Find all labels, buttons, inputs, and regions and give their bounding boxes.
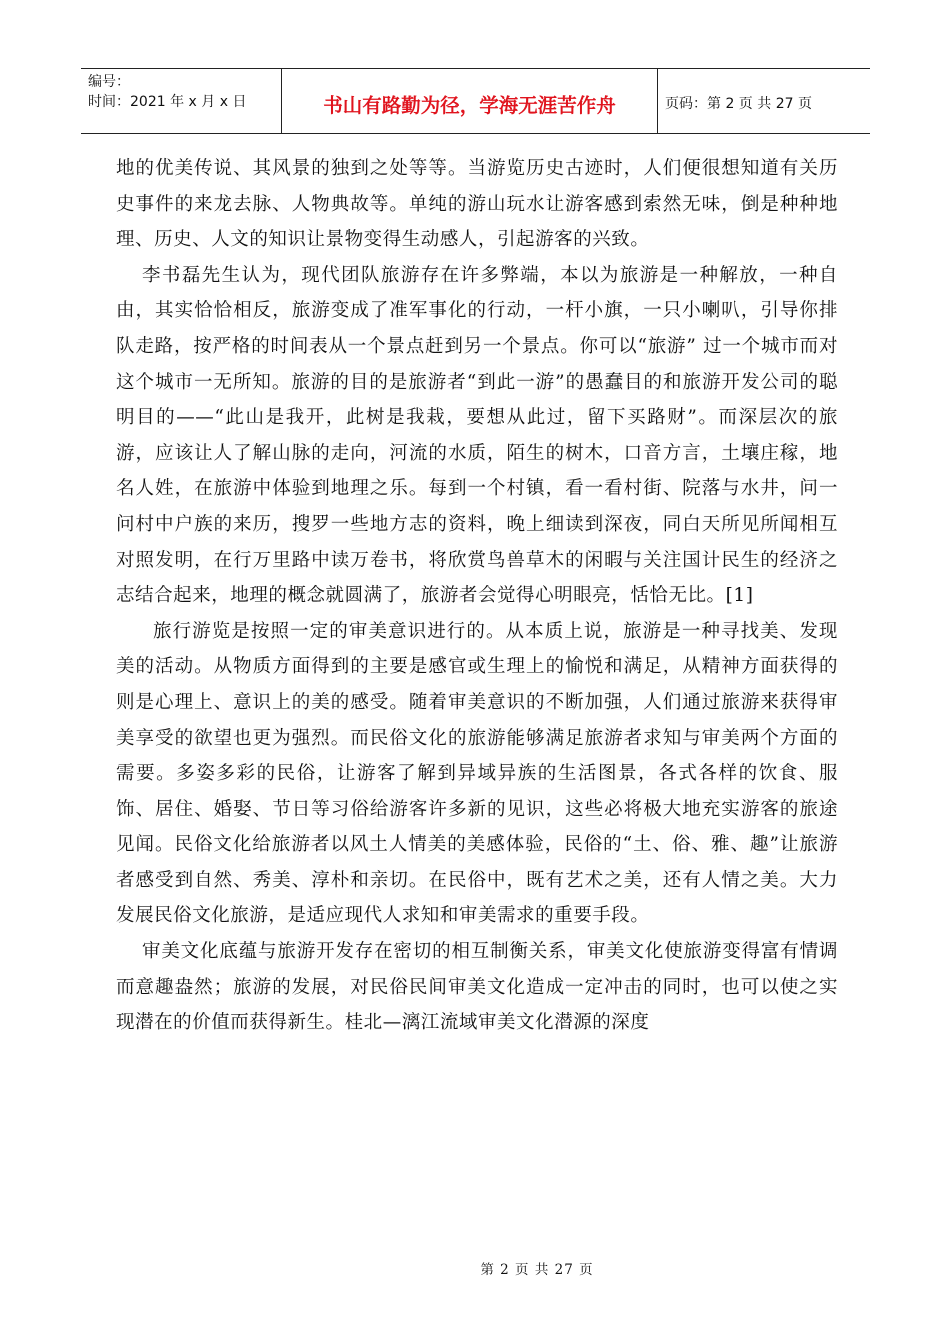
document-header — [81, 68, 870, 134]
document-body — [116, 151, 838, 1041]
document-number-label: 编号： — [88, 74, 130, 90]
header-motto-cell — [282, 69, 658, 133]
header-motto: 书山有路勤为径，学海无涯苦作舟 — [323, 94, 616, 117]
header-page-cell — [658, 69, 870, 133]
document-date-label: 时间：2021 年 x 月 x 日 — [88, 94, 247, 110]
body-paragraph: 旅行游览是按照一定的审美意识进行的。从本质上说，旅游是一种寻找美、发现美的活动。从物质方面得到的主要是感官或生理上的愉悦和满足，从精神方面获得的则是心理上、意识上的美的感受。随着审美意识的不断加强，人们通过旅游来获得审美享受的欲望也更为强烈。而民俗文化的旅游能够满足旅游者求知与审美两个方面的需要。多姿多彩的民俗，让游客了解到异域异族的生活图景，各式各样的饮食、服饰、居住、婚娶、节日等习俗给游客许多新的见识，这些必将极大地充实游客的旅途见闻。民俗文化给旅游者以风土人情美的美感体验，民俗的“土、俗、雅、趣”让旅游者感受到自然、秀美、淳朴和亲切。在民俗中，既有艺术之美，还有人情之美。大力发展民俗文化旅游，是适应现代人求知和审美需求的重要手段。 — [116, 620, 838, 927]
header-page-code: 页码：第 2 页 共 27 页 — [665, 96, 812, 112]
body-paragraph: 审美文化底蕴与旅游开发存在密切的相互制衡关系，审美文化使旅游变得富有情调而意趣盎然；旅游的发展，对民俗民间审美文化造成一定冲击的同时，也可以使之实现潜在的价值而获得新生。桂北—漓江流域审美文化潜源的深度 — [116, 941, 838, 1034]
body-paragraph: 李书磊先生认为，现代团队旅游存在许多弊端，本以为旅游是一种解放，一种自由，其实恰恰相反，旅游变成了准军事化的行动，一杆小旗，一只小喇叭，引导你排队走路，按严格的时间表从一个景点赶到另一个景点。你可以“旅游” 过一个城市而对这个城市一无所知。旅游的目的是旅游者“到此一游”的愚蠢目的和旅游开发公司的聪明目的——“此山是我开，此树是我栽，要想从此过，留下买路财”。而深层次的旅游，应该让人了解山脉的走向，河流的水质，陌生的树木，口音方言，土壤庄稼，地名人姓，在旅游中体验到地理之乐。每到一个村镇，看一看村街、院落与水井，问一问村中户族的来历，搜罗一些地方志的资料，晚上细读到深夜，同白天所见所闻相互对照发明，在行万里路中读万卷书，将欣赏鸟兽草木的闲暇与关注国计民生的经济之志结合起来，地理的概念就圆满了，旅游者会觉得心明眼亮，恬恰无比。[1] — [116, 264, 838, 607]
page-footer — [0, 1258, 950, 1278]
header-meta-cell — [81, 69, 282, 133]
footer-page-number: 第 2 页 共 27 页 — [480, 1262, 594, 1278]
body-paragraph: 地的优美传说、其风景的独到之处等等。当游览历史古迹时，人们便很想知道有关历史事件的来龙去脉、人物典故等。单纯的游山玩水让游客感到索然无味，倒是种种地理、历史、人文的知识让景物变得生动感人，引起游客的兴致。 — [116, 158, 838, 251]
